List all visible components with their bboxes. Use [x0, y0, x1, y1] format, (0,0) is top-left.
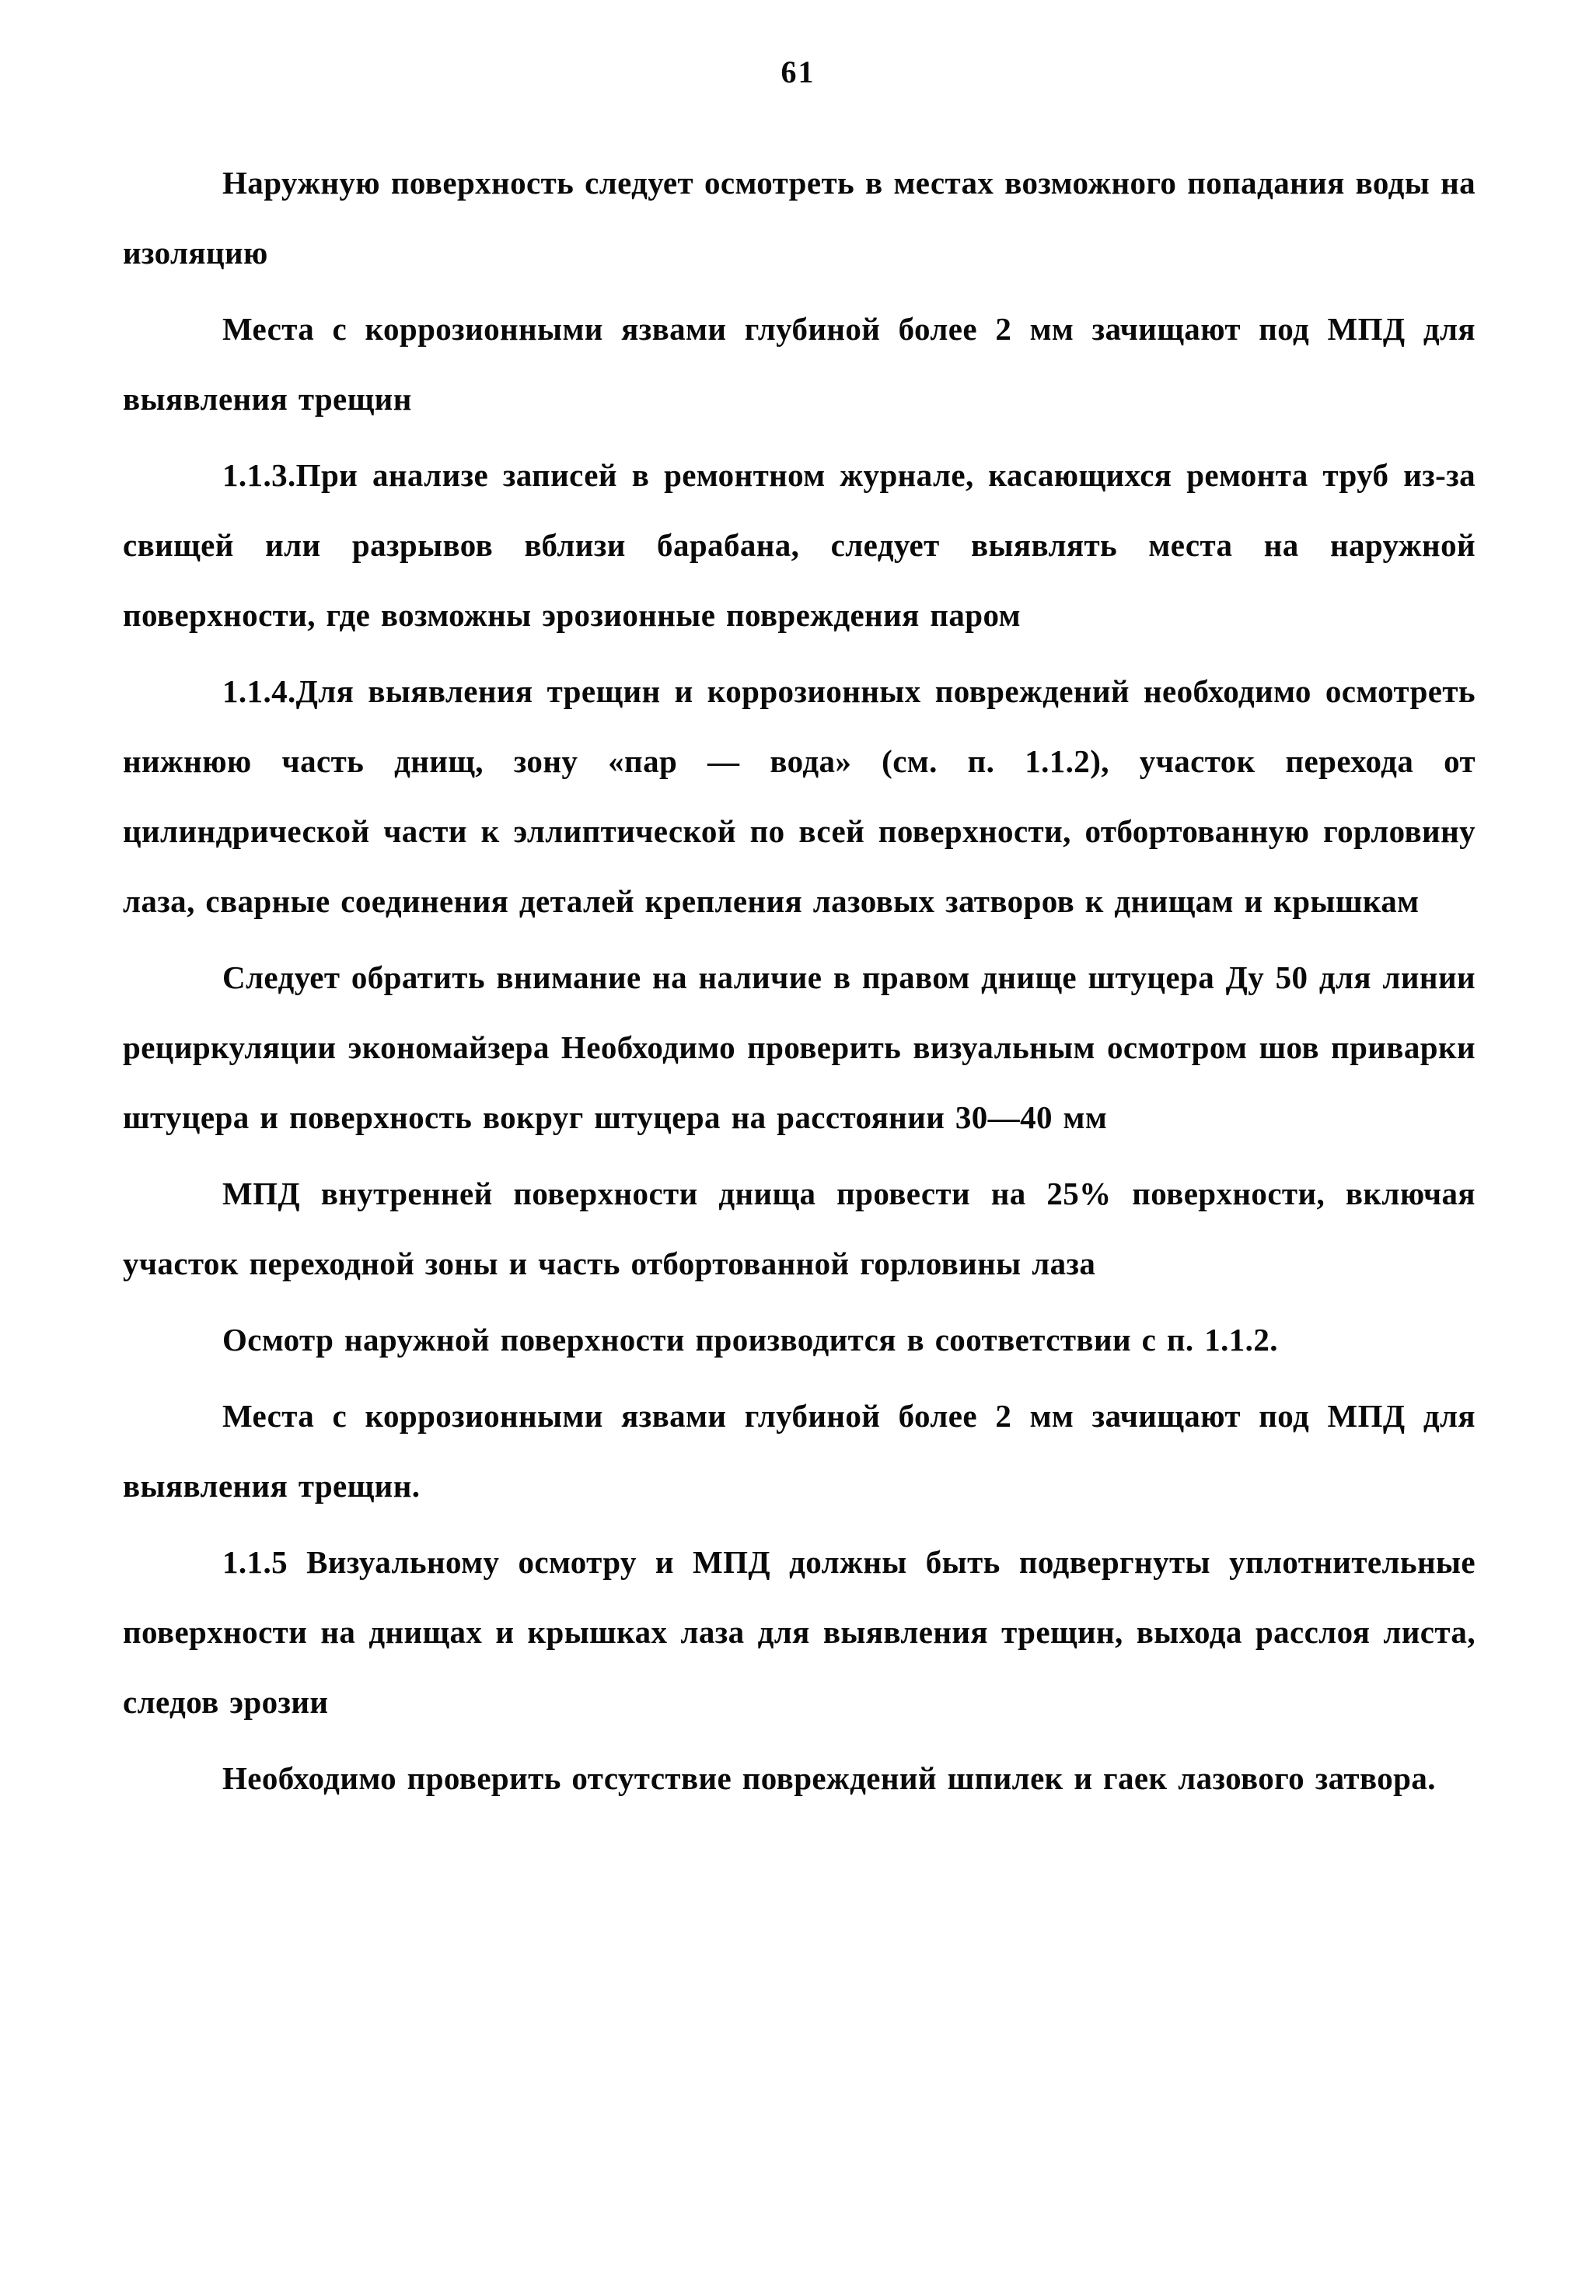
- paragraph-corrosion-pits-cleaning: Места с коррозионными язвами глубиной более 2 мм зачищают под МПД для выявления трещин: [123, 311, 1476, 417]
- paragraph-1-1-5-sealing-surfaces: 1.1.5 Визуальному осмотру и МПД должны быть подвергнуты уплотнительные поверхности на днищах и крышках лаза для выявления трещин, выхода расслоя листа, следов эрозии: [123, 1544, 1476, 1720]
- paragraph-outer-surface-inspection: Наружную поверхность следует осмотреть в местах возможного попадания воды на изоляцию: [123, 165, 1476, 271]
- paragraph-fitting-du50-check: Следует обратить внимание на наличие в правом днище штуцера Ду 50 для линии рециркуляции экономайзера Необходимо проверить визуальным осмотром шов приварки штуцера и поверхность вокруг штуцера на расстоянии 30—40 мм: [123, 959, 1476, 1135]
- page-number: 61: [781, 54, 815, 89]
- paragraph-mpd-inner-surface: МПД внутренней поверхности днища провести на 25% поверхности, включая участок переходной зоны и часть отбортованной горловины лаза: [123, 1176, 1476, 1281]
- paragraph-1-1-3-repair-log-analysis: 1.1.3.При анализе записей в ремонтном журнале, касающихся ремонта труб из-за свищей или разрывов вблизи барабана, следует выявлять места на наружной поверхности, где возможны эрозионные повреждения паром: [123, 457, 1476, 633]
- paragraph-outer-surface-reference: Осмотр наружной поверхности производится в соответствии с п. 1.1.2.: [222, 1322, 1278, 1358]
- paragraph-1-1-4-crack-detection: 1.1.4.Для выявления трещин и коррозионных повреждений необходимо осмотреть нижнюю часть днищ, зону «пар — вода» (см. п. 1.1.2), участок перехода от цилиндрической части к эллиптической по всей поверхности, отбортованную горловину лаза, сварные соединения деталей крепления лазовых затворов к днищам и крышкам: [123, 673, 1476, 919]
- paragraph-studs-nuts-check: Необходимо проверить отсутствие повреждений шпилек и гаек лазового затвора.: [222, 1760, 1436, 1796]
- document-body: [123, 148, 1476, 1813]
- paragraph-corrosion-pits-cleaning-repeat: Места с коррозионными язвами глубиной более 2 мм зачищают под МПД для выявления трещин.: [123, 1398, 1476, 1504]
